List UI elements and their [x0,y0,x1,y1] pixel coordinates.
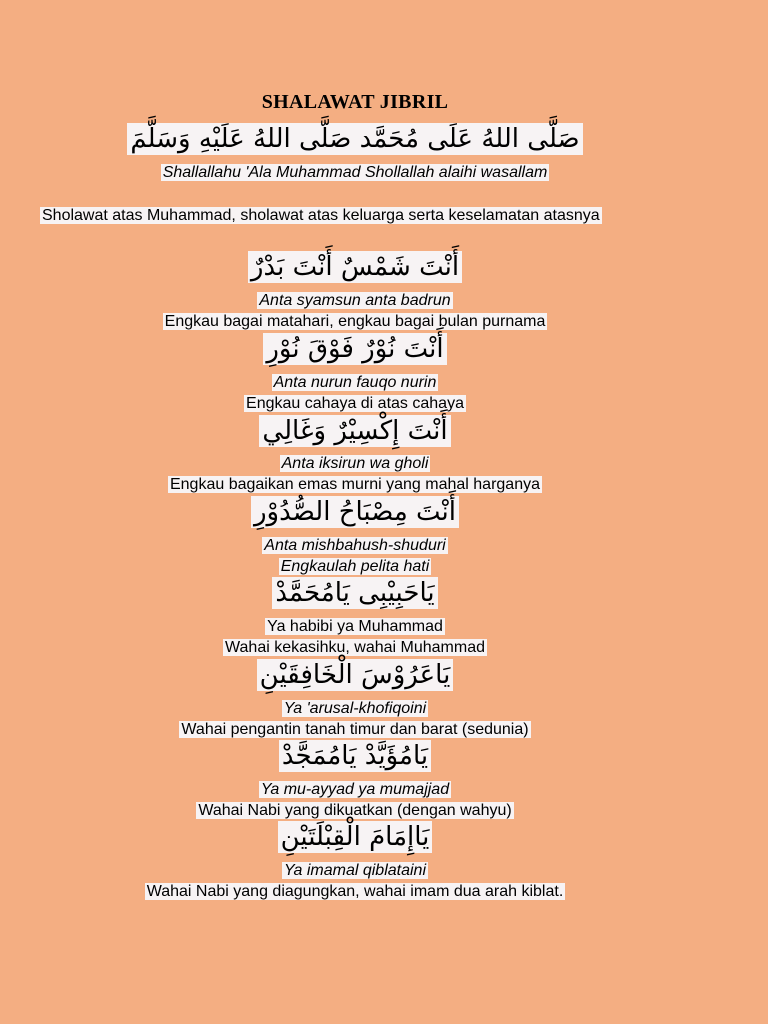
verse-translation-line [0,884,710,900]
opening-translation-line [40,207,602,225]
opening-arabic: صَلَّى اللهُ عَلَى مُحَمَّد صَلَّى اللهُ عَلَيْهِ وَسَلَّمَ [127,123,582,155]
verse-arabic: يَاإِمَامَ الْقِبْلَتَيْنِ [278,821,433,853]
page-title: SHALAWAT JIBRIL [261,91,449,113]
verse-arabic-line [0,743,710,769]
opening-latin: Shallallahu 'Ala Muhammad Shollallah alaihi wasallam [162,164,548,181]
verse-latin: Ya imamal qiblataini [284,862,426,879]
verse-latin: Anta syamsun anta badrun [259,292,451,309]
verse-translation-line [0,559,710,575]
verse-translation: Wahai Nabi yang diagungkan, wahai imam dua arah kiblat. [146,883,564,900]
opening-latin-line [0,165,710,181]
verse-latin-line [0,456,710,472]
verse-arabic-line [0,580,710,606]
verse-arabic: أَنْتَ نُوْرٌ فَوْقَ نُوْرِ [263,333,446,365]
verse-latin: Anta mishbahush-shuduri [264,537,446,554]
verse-translation-line [0,803,710,819]
verse-translation-line [0,314,710,330]
verse-latin: Anta iksirun wa gholi [281,455,429,472]
opening-arabic-line [0,126,710,152]
verse-latin-line [0,375,710,391]
verse-translation: Wahai kekasihku, wahai Muhammad [225,639,485,656]
verse-translation: Engkau bagaikan emas murni yang mahal harganya [169,476,540,493]
verse-latin: Ya habibi ya Muhammad [267,618,443,635]
verse-translation: Engkau bagai matahari, engkau bagai bulan purnama [164,313,546,330]
verse-latin-line [0,619,710,635]
verse-arabic-line [0,499,710,525]
verse-latin: Anta nurun fauqo nurin [273,374,437,391]
verse-arabic-line [0,418,710,444]
verse-arabic: يَاعَرُوْسَ الْخَافِقَيْنِ [257,659,454,691]
verse-latin-line [0,293,710,309]
verse-arabic: أَنْتَ شَمْسٌ أَنْتَ بَدْرٌ [248,251,462,283]
verse-translation: Wahai Nabi yang dikuatkan (dengan wahyu) [198,802,512,819]
verse-latin-line [0,863,710,879]
verse-arabic: أَنْتَ إِكْسِيْرٌ وَغَالِي [259,415,450,447]
verse-translation-line [0,640,710,656]
verse-translation: Engkau cahaya di atas cahaya [246,395,464,412]
verse-arabic: أَنْتَ مِصْبَاحُ الصُّدُوْرِ [251,496,459,528]
verse-arabic-line [0,336,710,362]
verse-latin: Ya mu-ayyad ya mumajjad [260,781,450,798]
verse-translation-line [0,722,710,738]
verse-arabic-line [0,254,710,280]
verse-latin-line [0,538,710,554]
verse-translation: Wahai pengantin tanah timur dan barat (sedunia) [181,721,529,738]
verse-translation-line [0,477,710,493]
opening-translation: Sholawat atas Muhammad, sholawat atas keluarga serta keselamatan atasnya [42,207,600,224]
verse-arabic-line [0,662,710,688]
verse-translation-line [0,396,710,412]
verse-latin-line [0,701,710,717]
verse-translation: Engkaulah pelita hati [280,558,430,575]
verse-arabic: يَاحَبِيْبِى يَامُحَمَّدْ [272,577,437,609]
verse-latin: Ya 'arusal-khofiqoini [283,700,427,717]
verse-latin-line [0,782,710,798]
verse-arabic-line [0,824,710,850]
verse-arabic: يَامُؤَيَّدْ يَامُمَجَّدْ [279,740,431,772]
